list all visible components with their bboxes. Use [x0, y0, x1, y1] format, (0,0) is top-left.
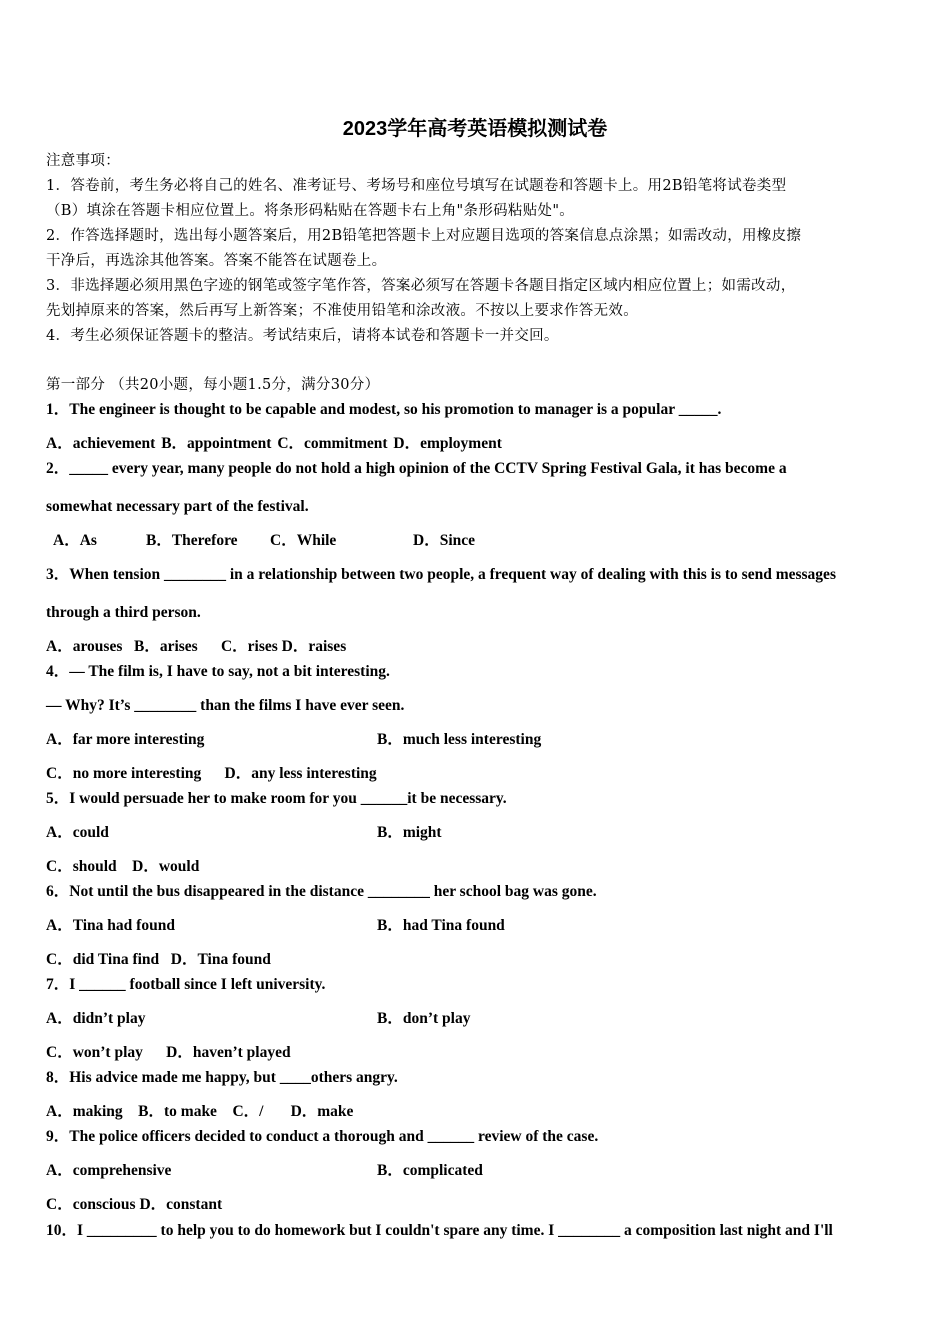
option-b: B．don’t play — [377, 1010, 471, 1027]
option-b: B．much less interesting — [377, 731, 542, 748]
option-b: B．Therefore — [146, 532, 238, 549]
notice-line: 4．考生必须保证答题卡的整洁。考试结束后，请将本试卷和答题卡一并交回。 — [46, 328, 559, 344]
question-stem: 4．— The film is, I have to say, not a bit interesting. — [46, 663, 390, 680]
exam-title: 2023学年高考英语模拟测试卷 — [342, 118, 608, 140]
question-stem: 6．Not until the bus disappeared in the distance ________ her school bag was gone. — [46, 883, 597, 900]
section-heading: 第一部分 （共20小题，每小题1.5分，满分30分） — [46, 377, 380, 393]
notice-line: 3．非选择题必须用黑色字迹的钢笔或签字笔作答，答案必须写在答题卡各题目指定区域内相应位置上；如需改动， — [46, 278, 796, 294]
notice-line: 1．答卷前，考生务必将自己的姓名、准考证号、考场号和座位号填写在试题卷和答题卡上。用2B铅笔将试卷类型 — [46, 178, 787, 194]
notice-line: （B）填涂在答题卡相应位置上。将条形码粘贴在答题卡右上角"条形码粘贴处"。 — [46, 203, 575, 219]
option-a: A．far more interesting — [46, 731, 205, 748]
option-a: A．comprehensive — [46, 1162, 172, 1179]
question-stem-continued: somewhat necessary part of the festival. — [46, 498, 309, 515]
option-c: C．While — [270, 532, 337, 549]
notice-line: 干净后，再选涂其他答案。答案不能答在试题卷上。 — [46, 253, 387, 269]
options-c-d: C．won’t play D．haven’t played — [46, 1044, 291, 1061]
option-b: B．complicated — [377, 1162, 483, 1179]
option-a: A．As — [53, 532, 97, 549]
question-stem: 3．When tension ________ in a relationship between two people, a frequent way of dealing with this is to send messages — [46, 566, 836, 583]
question-stem: 5．I would persuade her to make room for you ______it be necessary. — [46, 790, 507, 807]
option-a: A．didn’t play — [46, 1010, 146, 1027]
options-c-d: C．should D．would — [46, 858, 200, 875]
question-stem: 8．His advice made me happy, but ____others angry. — [46, 1069, 398, 1086]
question-stem: 1．The engineer is thought to be capable and modest, so his promotion to manager is a popular _____. — [46, 401, 722, 418]
question-stem: 9．The police officers decided to conduct a thorough and ______ review of the case. — [46, 1128, 599, 1145]
question-stem: 2．_____ every year, many people do not hold a high opinion of the CCTV Spring Festival Gala, it has become a — [46, 460, 787, 477]
option-b: B．had Tina found — [377, 917, 505, 934]
question-options: A．arouses B．arises C．rises D．raises — [46, 638, 347, 655]
notice-heading: 注意事项： — [46, 153, 120, 169]
notice-line: 先划掉原来的答案，然后再写上新答案；不准使用铅笔和涂改液。不按以上要求作答无效。 — [46, 303, 638, 319]
options-c-d: C．did Tina find D．Tina found — [46, 951, 271, 968]
option-b: B．might — [377, 824, 442, 841]
question-stem-continued: through a third person. — [46, 604, 201, 621]
option-a: A．could — [46, 824, 109, 841]
options-c-d: C．conscious D．constant — [46, 1196, 223, 1213]
question-options: A．achievement B．appointment C．commitment D．employment — [46, 435, 502, 452]
option-a: A．Tina had found — [46, 917, 175, 934]
question-options: A．making B．to make C．/ D．make — [46, 1103, 354, 1120]
options-c-d: C．no more interesting D．any less interesting — [46, 765, 377, 782]
question-stem: 7．I ______ football since I left university. — [46, 976, 326, 993]
question-stem: 10．I _________ to help you to do homework but I couldn't spare any time. I ________ a composition last night and I'll — [46, 1222, 833, 1239]
option-d: D．Since — [413, 532, 476, 549]
question-stem-continued: — Why? It’s ________ than the films I have ever seen. — [46, 697, 405, 714]
notice-line: 2．作答选择题时，选出每小题答案后，用2B铅笔把答题卡上对应题目选项的答案信息点涂黑；如需改动，用橡皮擦 — [46, 228, 802, 244]
